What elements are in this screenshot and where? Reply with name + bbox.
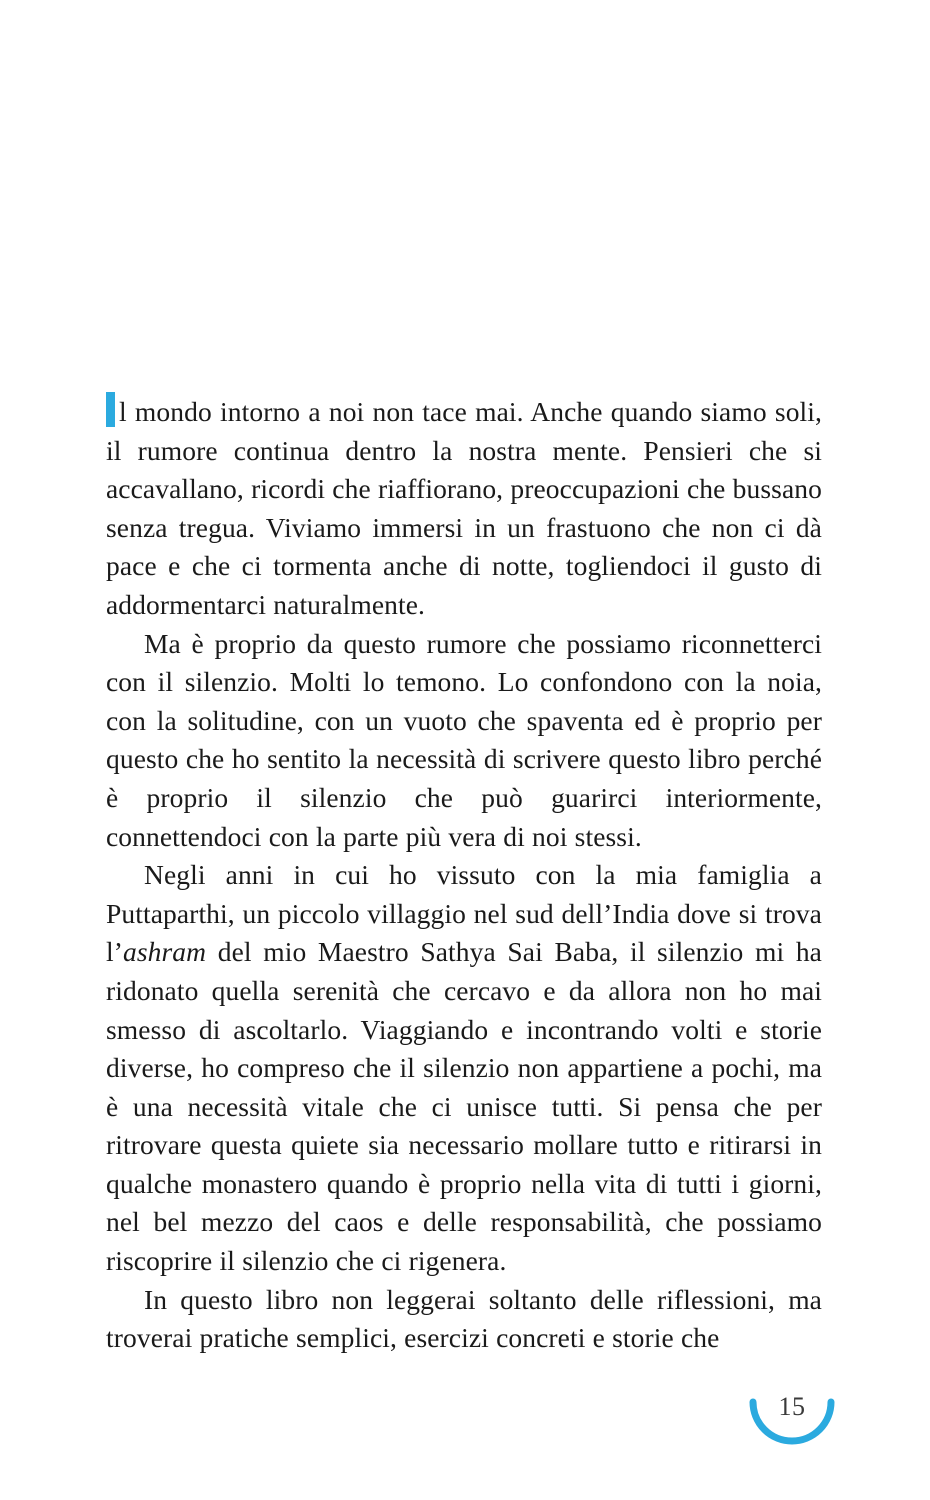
paragraph-1-text: l mondo intorno a noi non tace mai. Anche quando siamo soli, il rumore continua dentro la nostra mente. Pensieri che si accavallano, ricordi che riaffiorano, preoccupazioni che bussano senza tregua. Viviamo immersi in un frastuono che non ci dà pace e che ci tormenta anche di notte, togliendoci il gusto di addormentarci naturalmente. <box>106 396 822 620</box>
paragraph-4 <box>106 1281 822 1358</box>
paragraph-2-text: Ma è proprio da questo rumore che possiamo riconnetterci con il silenzio. Molti lo temono. Lo confondono con la noia, con la solitudine, con un vuoto che spaventa ed è proprio per questo che ho sentito la necessità di scrivere questo libro perché è proprio il silenzio che può guarirci interiormente, connettendoci con la parte più vera di noi stessi. <box>106 627 822 852</box>
page-number: 15 <box>778 1392 806 1421</box>
paragraph-3 <box>106 856 822 1281</box>
dropcap-bar-icon <box>106 392 115 427</box>
body-text-column <box>106 392 822 1358</box>
paragraph-3-text-after-italic: del mio Maestro Sathya Sai Baba, il silenzio mi ha ridonato quella serenità che cercavo e da allora non ho mai smesso di ascoltarlo. Viaggiando e incontrando volti e storie diverse, ho compreso che il silenzio non appartiene a pochi, ma è una necessità vitale che ci unisce tutti. Si pensa che per ritrovare questa quiete sia necessario mollare tutto e ritirarsi in qualche monastero quando è proprio nella vita di tutti i giorni, nel bel mezzo del caos e delle responsabilità, che possiamo riscoprire il silenzio che ci rigenera. <box>106 936 822 1277</box>
paragraph-3-italic-term: ashram <box>123 936 207 968</box>
paragraph-4-text: In questo libro non leggerai soltanto delle riflessioni, ma troverai pratiche semplici, esercizi concreti e storie che <box>106 1283 822 1354</box>
paragraph-1 <box>106 392 822 625</box>
folio <box>744 1388 840 1460</box>
paragraph-2 <box>106 625 822 857</box>
paragraph-3-text-before-italic: Negli anni in cui ho vissuto con la mia famiglia a Puttaparthi, un piccolo villaggio nel sud dell’India dove si trova l’ <box>106 859 822 968</box>
